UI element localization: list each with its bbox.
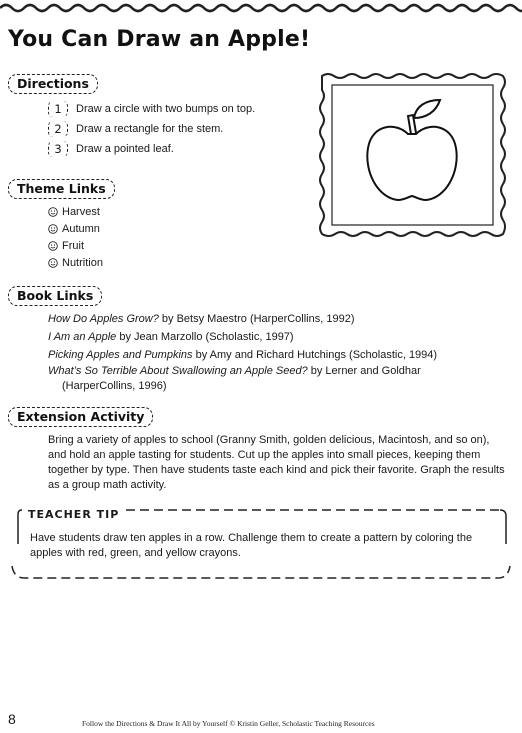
theme-item-label: Harvest bbox=[62, 206, 100, 218]
extension-activity-label: Extension Activity bbox=[8, 407, 153, 427]
directions-label: Directions bbox=[8, 74, 98, 94]
teacher-tip-label: TEACHER TIP bbox=[22, 508, 125, 521]
book-title: What’s So Terrible About Swallowing an Apple Seed? bbox=[48, 365, 308, 377]
book-item bbox=[48, 312, 508, 327]
book-item bbox=[48, 330, 508, 345]
book-links-label: Book Links bbox=[8, 286, 102, 306]
book-item bbox=[48, 364, 508, 394]
book-author: by Jean Marzollo (Scholastic, 1997) bbox=[116, 331, 294, 343]
apple-picture-frame bbox=[318, 72, 507, 238]
theme-item-label: Autumn bbox=[62, 223, 100, 235]
step-text: Draw a pointed leaf. bbox=[76, 143, 174, 155]
extension-activity-text: Bring a variety of apples to school (Granny Smith, golden delicious, Macintosh, and so on), and hold an apple tasting for students. Cut up the apples into small pieces, keeping them together by type. Then have students taste each kind and pick their favorite. Graph the results as a group math activity. bbox=[48, 434, 505, 491]
page-title: You Can Draw an Apple! bbox=[8, 27, 311, 52]
smiley-icon bbox=[48, 207, 58, 217]
book-item bbox=[48, 348, 508, 363]
smiley-icon bbox=[48, 241, 58, 251]
theme-item bbox=[48, 257, 103, 269]
smiley-icon bbox=[48, 224, 58, 234]
direction-step bbox=[48, 101, 255, 117]
top-wavy-border bbox=[0, 0, 522, 16]
theme-item bbox=[48, 240, 84, 252]
step-text: Draw a rectangle for the stem. bbox=[76, 123, 224, 135]
book-title: How Do Apples Grow? bbox=[48, 313, 159, 325]
footer-credit: Follow the Directions & Draw It All by Yourself © Kristin Geller, Scholastic Teaching Resources bbox=[82, 719, 375, 728]
direction-step bbox=[48, 121, 223, 137]
book-author: by Amy and Richard Hutchings (Scholastic, 1994) bbox=[192, 349, 438, 361]
theme-item bbox=[48, 223, 100, 235]
step-text: Draw a circle with two bumps on top. bbox=[76, 103, 256, 115]
smiley-icon bbox=[48, 258, 58, 268]
book-author: by Betsy Maestro (HarperCollins, 1992) bbox=[158, 313, 355, 325]
theme-item bbox=[48, 206, 100, 218]
step-number: 2 bbox=[48, 121, 68, 137]
teacher-tip-text: Have students draw ten apples in a row. Challenge them to create a pattern by coloring the apples with red, green, and yellow crayons. bbox=[30, 532, 473, 559]
page-number: 8 bbox=[8, 711, 16, 727]
direction-step bbox=[48, 141, 174, 157]
theme-item-label: Fruit bbox=[62, 240, 84, 252]
book-title: I Am an Apple bbox=[48, 331, 117, 343]
book-author: by Lerner and Goldhar bbox=[307, 365, 421, 377]
theme-links-label: Theme Links bbox=[8, 179, 115, 199]
book-title: Picking Apples and Pumpkins bbox=[48, 349, 193, 361]
step-number: 1 bbox=[48, 101, 68, 117]
theme-item-label: Nutrition bbox=[62, 257, 103, 269]
step-number: 3 bbox=[48, 141, 68, 157]
book-publisher: (HarperCollins, 1996) bbox=[62, 380, 167, 392]
